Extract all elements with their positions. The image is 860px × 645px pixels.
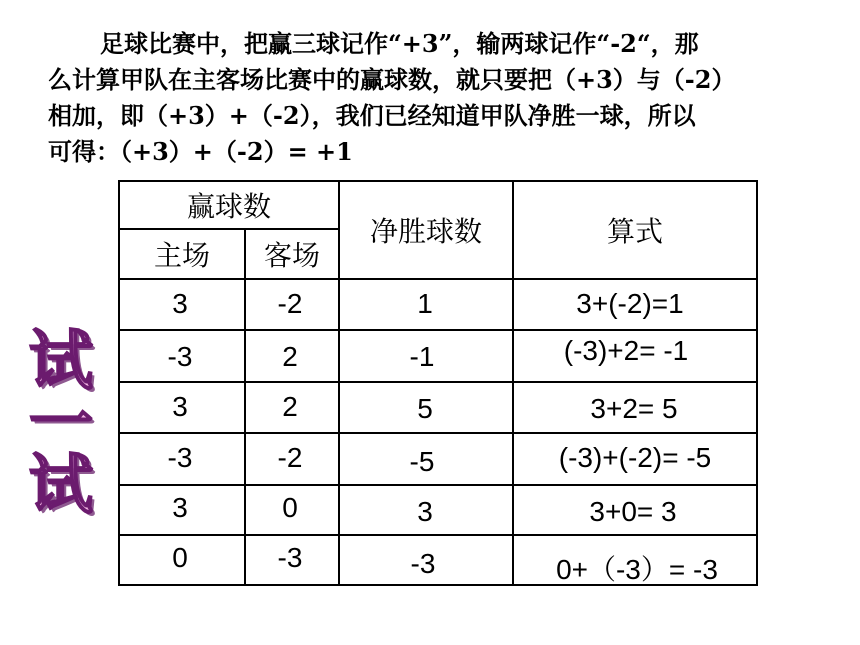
formula: 3+0= 3: [589, 496, 677, 527]
away-score: 0: [282, 492, 298, 523]
home-score: 3: [172, 288, 188, 319]
table-row: [119, 382, 757, 433]
home-score: 3: [172, 492, 188, 523]
formula: 3+(-2)=1: [576, 288, 684, 319]
away-score: -2: [277, 288, 303, 319]
home-score: 3: [172, 391, 188, 422]
home-score: -3: [167, 442, 193, 473]
formula: (-3)+2= -1: [563, 335, 689, 366]
away-score: -3: [277, 542, 303, 573]
header-away: 客场: [245, 229, 339, 279]
try-char: 试: [29, 325, 93, 399]
intro-paragraph: [48, 26, 838, 170]
net-score: -3: [410, 548, 436, 579]
away-score: 2: [282, 341, 298, 372]
header-win-goals: 赢球数: [119, 181, 339, 229]
paragraph-line: 相加，即（+3）+（-2），我们已经知道甲队净胜一球，所以: [48, 101, 696, 130]
header-formula: 算式: [513, 181, 757, 279]
net-score: -1: [409, 341, 435, 372]
net-score: 5: [417, 393, 433, 424]
away-score: 2: [282, 391, 298, 422]
score-table: [118, 180, 758, 586]
table-row: [119, 433, 757, 485]
header-home: 主场: [119, 229, 245, 279]
paragraph-line: 足球比赛中，把赢三球记作“+3”，输两球记作“-2“，那: [100, 29, 699, 58]
try-char: 试: [29, 449, 93, 523]
paragraph-line: 么计算甲队在主客场比赛中的赢球数，就只要把（+3）与（-2）: [48, 65, 736, 94]
table-row: [119, 330, 757, 382]
table-row: [119, 485, 757, 535]
try-it-label: [16, 325, 106, 523]
formula: 3+2= 5: [590, 393, 678, 424]
try-char: 一: [29, 387, 93, 461]
paragraph-line: 可得：（+3）+（-2）= +1: [48, 137, 353, 166]
net-score: 3: [417, 496, 433, 527]
home-score: 0: [172, 542, 188, 573]
formula: 0+（-3）= -3: [556, 554, 718, 585]
home-score: -3: [167, 341, 193, 372]
away-score: -2: [277, 442, 303, 473]
header-net-goals: 净胜球数: [339, 181, 513, 279]
table-row: [119, 279, 757, 330]
formula: (-3)+(-2)= -5: [558, 442, 712, 473]
net-score: 1: [417, 288, 433, 319]
table-row: [119, 535, 757, 585]
net-score: -5: [409, 446, 435, 477]
